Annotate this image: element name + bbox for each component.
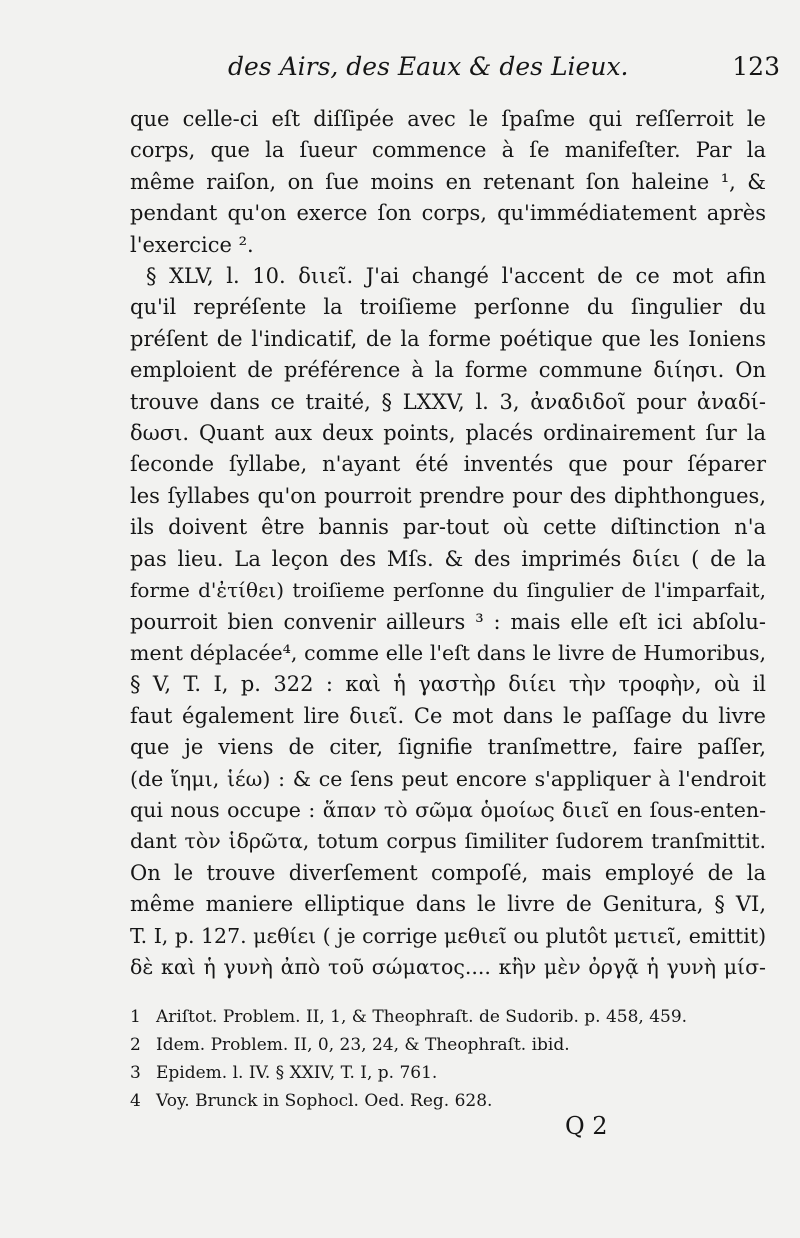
text-line: qu'il repréſente la troiſieme perſonne du ſingulier du — [130, 295, 766, 320]
text-line: faut également lire διιεῖ. Ce mot dans le paſſage du livre — [130, 703, 766, 728]
text-line: même raiſon, on ſue moins en retenant ſon haleine ¹, & — [130, 169, 766, 194]
footnote — [130, 1059, 770, 1087]
footnote — [130, 1003, 770, 1031]
text-line: ſeconde ſyllabe, n'ayant été inventés que pour ſéparer — [130, 452, 766, 477]
text-line: que je viens de citer, ſignifie tranſmettre, faire paſſer, — [130, 735, 766, 760]
text-line: que celle-ci eſt diſſipée avec le ſpaſme qui reſſerroit le — [130, 107, 766, 131]
footnote — [130, 1031, 770, 1059]
text-line: corps, que la ſueur commence à ſe manifeſter. Par la — [130, 138, 766, 163]
text-line: forme d'ἐτίθει) troiſieme perſonne du ſingulier de l'imparfait, — [130, 578, 766, 603]
running-title: des Airs, des Eaux & des Lieux. — [228, 52, 629, 81]
text-line: préſent de l'indicatif, de la forme poétique que les Ioniens — [130, 326, 766, 351]
page-header — [228, 52, 788, 92]
text-line: même maniere elliptique dans le livre de Genitura, § VI, — [130, 892, 766, 917]
text-line: δωσι. Quant aux deux points, placés ordinairement ſur la — [130, 421, 766, 446]
footnote-text: Ariſtot. Problem. II, 1, & Theophraſt. de Sudorib. p. 458, 459. — [156, 1007, 688, 1027]
text-line: qui nous occupe : ἅπαν τὸ σῶμα ὁμοίως διιεῖ en ſous-enten- — [130, 797, 766, 822]
text-line: emploient de préférence à la forme commune διίησι. On — [130, 358, 766, 383]
footnote-number: 2 — [130, 1035, 141, 1055]
text-line: pourroit bien convenir ailleurs ³ : mais elle eſt ici abſolu- — [130, 609, 766, 634]
page-number: 123 — [732, 52, 780, 81]
text-line: pas lieu. La leçon des Mſs. & des imprimés διίει ( de la — [130, 546, 766, 571]
text-line: § V, T. I, p. 322 : καὶ ἡ γαστὴρ διίει τὴν τροφὴν, où il — [130, 672, 766, 697]
text-line: pendant qu'on exerce ſon corps, qu'immédiatement après — [130, 201, 766, 226]
footnote-number: 1 — [130, 1007, 141, 1027]
text-line: (de ἵημι, ἱέω) : & ce ſens peut encore s'appliquer à l'endroit — [130, 766, 766, 791]
text-line: les ſyllabes qu'on pourroit prendre pour des diphthongues, — [130, 483, 766, 508]
main-text — [130, 104, 766, 983]
signature-mark: Q 2 — [565, 1112, 608, 1140]
text-line: ment déplacée⁴, comme elle l'eſt dans le livre de Humoribus, — [130, 640, 766, 665]
text-line: δὲ καὶ ἡ γυνὴ ἀπὸ τοῦ σώματος.... κἢν μὲν ὀργᾷ ἡ γυνὴ μίσ- — [130, 954, 766, 979]
text-line: ils doivent être bannis par-tout où cette diſtinction n'a — [130, 515, 766, 540]
footnote-text: Idem. Problem. II, 0, 23, 24, & Theophraſt. ibid. — [156, 1035, 570, 1055]
text-line: dant τὸν ἱδρῶτα, totum corpus ſimiliter ſudorem tranſmittit. — [130, 829, 766, 854]
footnote-number: 4 — [130, 1091, 141, 1111]
text-line: l'exercice ². — [130, 232, 254, 257]
text-line: On le trouve diverſement compoſé, mais employé de la — [130, 860, 766, 885]
text-line: § XLV, l. 10. διιεῖ. J'ai changé l'accent de ce mot afin — [146, 264, 766, 289]
footnotes — [130, 1003, 770, 1115]
footnote — [130, 1087, 770, 1115]
footnote-text: Voy. Brunck in Sophocl. Oed. Reg. 628. — [156, 1091, 493, 1111]
footnote-text: Epidem. l. IV. § XXIV, T. I, p. 761. — [156, 1063, 438, 1083]
footnote-number: 3 — [130, 1063, 141, 1083]
text-line: trouve dans ce traité, § LXXV, l. 3, ἀναδιδοῖ pour ἀναδί- — [130, 389, 766, 414]
text-line: T. I, p. 127. μεθίει ( je corrige μεθιεῖ ou plutôt μετιεῖ, emittit) — [130, 923, 767, 948]
